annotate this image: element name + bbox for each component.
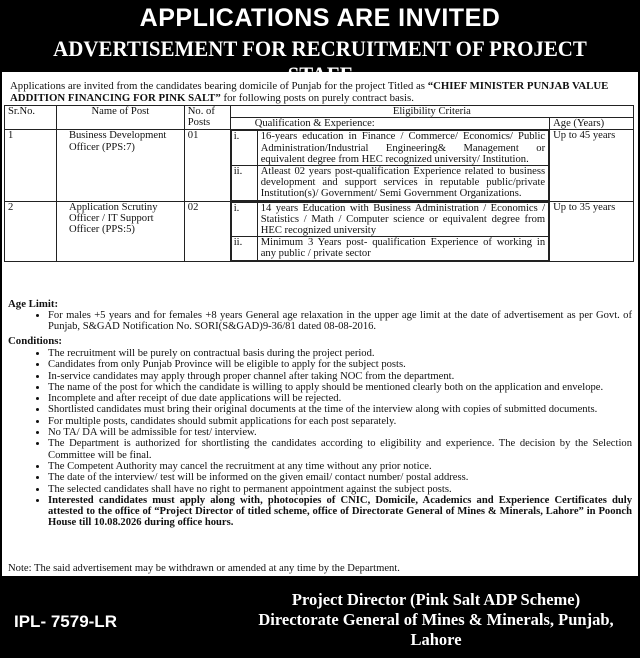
condition-item: • The recruitment will be purely on contractual basis during the project period. <box>48 348 632 359</box>
intro-prefix: Applications are invited from the candidates bearing domicile of Punjab for the project Titled as <box>10 80 428 92</box>
qual-number: ii. <box>231 166 257 201</box>
intro-suffix: for following posts on purely contract basis. <box>220 91 414 104</box>
ipl-number: IPL- 7579-LR <box>14 612 117 631</box>
header-post-name: Name of Post <box>56 106 184 130</box>
condition-item: • Shortlisted candidates must bring their original documents at the time of the interview along with copies of submitted documents. <box>48 404 632 415</box>
row-age: Up to 35 years <box>550 201 634 261</box>
row-sr: 1 <box>5 130 57 201</box>
qual-number: i. <box>231 131 257 166</box>
table-row <box>5 130 634 201</box>
qual-text: 16-years education in Finance / Commerce/ Economics/ Public Administration/Industrial Engineering& Management or equivalent degree from HEC recognized university/ Institution. <box>257 131 548 166</box>
header-age: Age (Years) <box>550 118 634 130</box>
qualification-list <box>231 130 549 200</box>
condition-item: • The Competent Authority may cancel the recruitment at any time without any prior notice. <box>48 461 632 472</box>
condition-item: • The date of the interview/ test will be informed on the given email/ contact number/ postal address. <box>48 472 632 483</box>
signature-line-1: Project Director (Pink Salt ADP Scheme) <box>291 590 581 609</box>
intro-paragraph <box>10 81 632 104</box>
header-eligibility: Eligibility Criteria <box>230 106 633 118</box>
condition-item: • In-service candidates may apply through proper channel after taking NOC from the department. <box>48 371 632 382</box>
condition-item: • The name of the post for which the candidate is willing to apply should be mentioned clearly both on the application and envelope. <box>48 382 632 393</box>
signature-line-3: Lahore <box>410 630 462 649</box>
posts-table <box>4 105 634 262</box>
condition-item: • No TA/ DA will be admissible for test/ interview. <box>48 427 632 438</box>
signature-block <box>236 590 636 650</box>
header-title: APPLICATIONS ARE INVITED <box>139 4 501 32</box>
row-post: Application Scrutiny Officer / IT Support Officer (PPS:5) <box>56 201 184 261</box>
row-num: 02 <box>184 201 230 261</box>
age-limit-list <box>32 310 632 333</box>
row-num: 01 <box>184 130 230 201</box>
header-subtitle: ADVERTISEMENT FOR RECRUITMENT OF PROJECT <box>53 36 587 61</box>
age-limit-text: • For males +5 years and for females +8 years General age relaxation in the upper age limit at the date of advertisement as per Govt. of Punjab, S&GAD Notification No. SORI(S&GAD)9-36/81 dated 08-08-2016. <box>48 310 632 333</box>
condition-item: • The Department is authorized for shortlisting the candidates according to eligibility and experience. The decision by the Selection Committee will be final. <box>48 438 632 461</box>
row-age: Up to 45 years <box>550 130 634 201</box>
qual-number: i. <box>231 202 257 237</box>
row-sr: 2 <box>5 201 57 261</box>
condition-item: • For multiple posts, candidates should submit applications for each post separately. <box>48 416 632 427</box>
row-post: Business Development Officer (PPS:7) <box>56 130 184 201</box>
condition-item: • Incomplete and after receipt of due date applications will be rejected. <box>48 393 632 404</box>
header-no-of-posts: No. of Posts <box>184 106 230 130</box>
qual-number: ii. <box>231 237 257 260</box>
table-row <box>5 201 634 261</box>
qual-text: Minimum 3 Years post- qualification Experience of working in any public / private sector <box>257 237 548 260</box>
qual-text: Atleast 02 years post-qualification Experience related to business development and support services in reputable public/private Institution(s)/ Government/ Semi Government Organizations. <box>257 166 548 201</box>
header-sr-no: Sr.No. <box>5 106 57 130</box>
condition-item: • Candidates from only Punjab Province will be eligible to apply for the subject posts. <box>48 359 632 370</box>
condition-item-final: • Interested candidates must apply along with, photocopies of CNIC, Domicile, Academics and Experience Certificates duly attested to the office of “Project Director of titled scheme, office of Directorate General of Mines & Minerals, Lahore” in Poonch House till 10.08.2026 during office hours. <box>48 495 632 529</box>
conditions-list <box>32 348 632 529</box>
conditions-heading: Conditions: <box>8 335 63 347</box>
signature-line-2: Directorate General of Mines & Minerals, Punjab, <box>258 610 614 629</box>
qualification-list <box>231 202 549 261</box>
header-qualification: Qualification & Experience: <box>230 118 549 130</box>
qual-text: 14 years Education with Business Administration / Economics / Statistics / Math / Computer science or equivalent degree from HEC recognized university <box>257 202 548 237</box>
age-limit-heading: Age Limit: <box>8 298 59 310</box>
condition-item: • The selected candidates shall have no right to permanent appointment against the subject posts. <box>48 484 632 495</box>
note-text: Note: The said advertisement may be withdrawn or amended at any time by the Department. <box>8 563 400 574</box>
project-title: “CHIEF MINISTER PUNJAB VALUE ADDITION FINANCING FOR PINK SALT” <box>10 80 609 104</box>
advertisement-body <box>2 72 638 576</box>
